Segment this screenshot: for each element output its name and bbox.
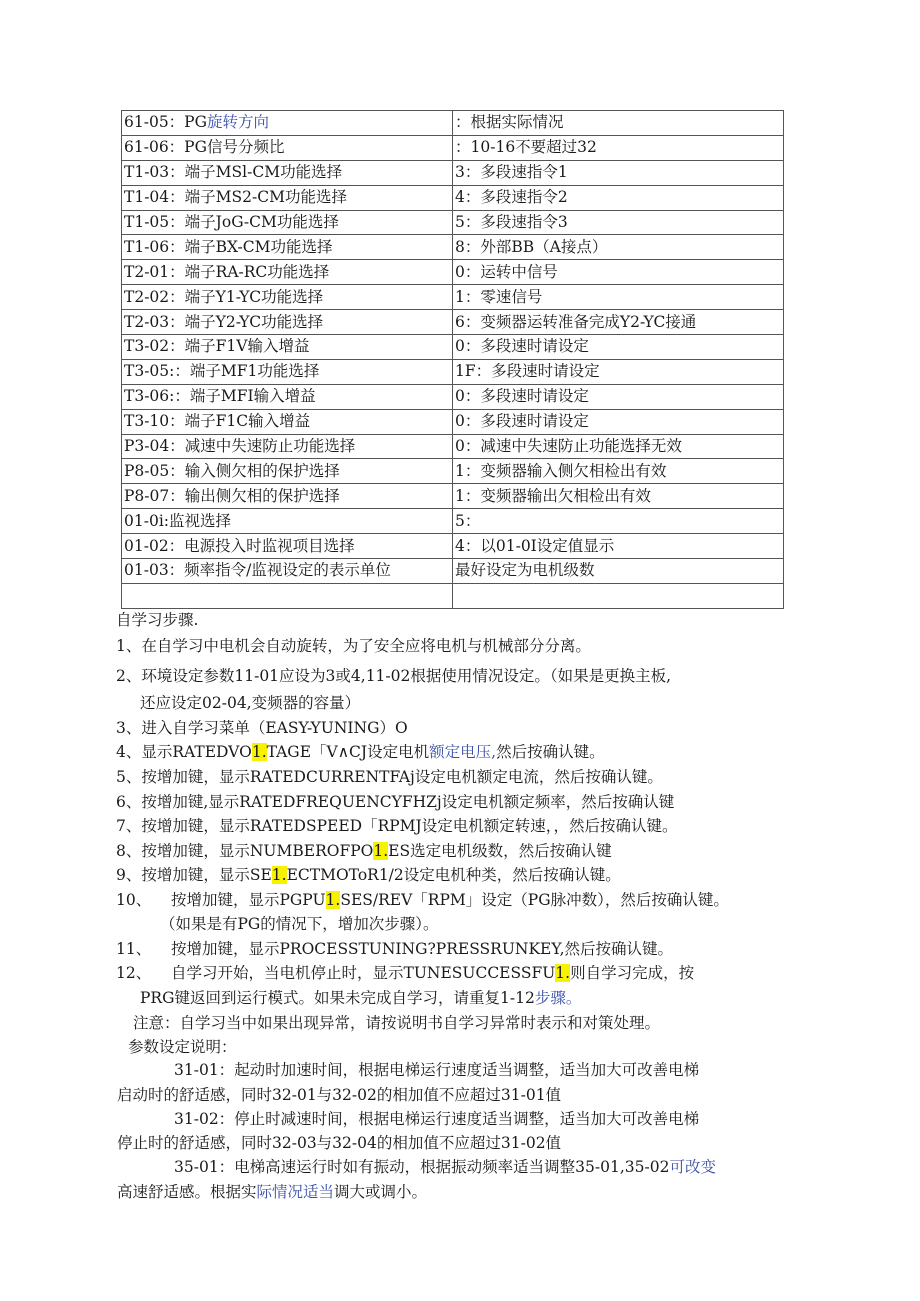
- param-code-cell: T2-02：端子Y1-YC功能选择: [122, 285, 453, 310]
- step-4: 4、显示RATEDVO1.TAGE「V∧CJ设定电机额定电压,然后按确认键。: [116, 743, 605, 761]
- param-value-cell: 5：: [453, 509, 784, 534]
- step-2: 2、环境设定参数11-01应设为3或4,11-02根据使用情况设定。（如果是更换主板,: [116, 667, 672, 685]
- table-row: [122, 235, 784, 260]
- param-code-cell: 61-05：PG旋转方向: [122, 111, 453, 136]
- param-value-cell: 5：多段速指令3: [453, 210, 784, 235]
- param-note-31-01-cont: 启动时的舒适感，同时32-01与32-02的相加值不应超过31-01值: [117, 1086, 562, 1104]
- table-row: [122, 135, 784, 160]
- table-row: [122, 534, 784, 559]
- rated-voltage-link: 额定电压,: [429, 743, 497, 761]
- param-note-31-02: 31-02：停止时减速时间，根据电梯运行速度适当调整，适当加大可改善电梯: [174, 1110, 700, 1128]
- step-8: 8、按增加键，显示NUMBEROFPO1.ES选定电机级数，然后按确认键: [116, 842, 612, 860]
- param-value-cell: 最好设定为电机级数: [453, 559, 784, 584]
- highlight-mark: 1.: [373, 842, 389, 860]
- param-value-cell: 3：多段速指令1: [453, 160, 784, 185]
- step-9: 9、按增加键，显示SE1.ECTMOToR1/2设定电机种类，然后按确认键。: [116, 866, 621, 884]
- rotation-direction-link: 旋转方向: [207, 113, 270, 132]
- table-row: [122, 459, 784, 484]
- table-row: [122, 409, 784, 434]
- param-code-cell: T1-05：端子JoG-CM功能选择: [122, 210, 453, 235]
- param-code-cell: T2-01：端子RA-RC功能选择: [122, 260, 453, 285]
- table-row: [122, 359, 784, 384]
- param-value-cell: 1：变频器输出欠相检出有效: [453, 484, 784, 509]
- param-code-cell: T1-03：端子MSl-CM功能选择: [122, 160, 453, 185]
- param-value-cell: ：10-16不要超过32: [453, 135, 784, 160]
- param-value-cell: 0：运转中信号: [453, 260, 784, 285]
- step-7: 7、按增加键，显示RATEDSPEED「RPMJ设定电机额定转速，，然后按确认键。: [116, 817, 678, 835]
- self-learning-note: 注意：自学习当中如果出现异常，请按说明书自学习异常时表示和对策处理。: [133, 1014, 661, 1032]
- param-code-cell: T3-02：端子F1V输入增益: [122, 335, 453, 360]
- param-code-cell: T3-10：端子F1C输入增益: [122, 409, 453, 434]
- highlight-mark: 1.: [325, 891, 341, 909]
- param-code-cell: [122, 583, 453, 608]
- step-1: 1、在自学习中电机会自动旋转，为了安全应将电机与机械部分分离。: [116, 637, 591, 655]
- param-value-cell: ：根据实际情况: [453, 111, 784, 136]
- param-code-cell: T1-04：端子MS2-CM功能选择: [122, 185, 453, 210]
- param-code-cell: 01-02：电源投入时监视项目选择: [122, 534, 453, 559]
- table-row: [122, 335, 784, 360]
- parameter-table: [121, 110, 784, 609]
- step-11: 按增加键，显示PROCESSTUNING?PRESSRUNKEY,然后按确认键。: [171, 940, 674, 958]
- table-row: [122, 484, 784, 509]
- param-code-cell: P8-05：输入侧欠相的保护选择: [122, 459, 453, 484]
- param-value-cell: 0：多段速时请设定: [453, 335, 784, 360]
- step-12-cont: PRG键返回到运行模式。如果未完成自学习，请重复1-12步骤。: [140, 989, 582, 1007]
- param-code-cell: T2-03：端子Y2-YC功能选择: [122, 310, 453, 335]
- param-value-cell: 4：多段速指令2: [453, 185, 784, 210]
- highlight-mark: 1.: [251, 743, 267, 761]
- step-10-note: （如果是有PG的情况下，增加次步骤）。: [160, 915, 439, 933]
- table-row: [122, 160, 784, 185]
- table-row: [122, 111, 784, 136]
- table-row: [122, 210, 784, 235]
- param-code-cell: T3-06:：端子MFI输入增益: [122, 384, 453, 409]
- param-code-cell: 01-0i:监视选择: [122, 509, 453, 534]
- param-note-35-01: 35-01：电梯高速运行时如有振动，根据振动频率适当调整35-01,35-02可改变: [174, 1158, 716, 1176]
- param-value-cell: 8：外部BB（A接点）: [453, 235, 784, 260]
- param-value-cell: 0：减速中失速防止功能选择无效: [453, 434, 784, 459]
- table-row: [122, 310, 784, 335]
- step-3: 3、进入自学习菜单（EASY-YUNING）O: [116, 719, 408, 737]
- table-row: [122, 509, 784, 534]
- table-row: [122, 384, 784, 409]
- step-12-num: 12、: [116, 964, 152, 982]
- highlight-mark: 1.: [271, 866, 287, 884]
- param-value-cell: 0：多段速时请设定: [453, 384, 784, 409]
- param-code-cell: T3-05:：端子MF1功能选择: [122, 359, 453, 384]
- param-code-cell: P3-04：减速中失速防止功能选择: [122, 434, 453, 459]
- step-12: 自学习开始，当电机停止时，显示TUNESUCCESSFU1.则自学习完成，按: [171, 964, 695, 982]
- param-note-31-01: 31-01：起动时加速时间，根据电梯运行速度适当调整，适当加大可改善电梯: [174, 1061, 700, 1079]
- table-row: [122, 434, 784, 459]
- param-code-cell: P8-07：输出侧欠相的保护选择: [122, 484, 453, 509]
- param-code-cell: 61-06：PG信号分频比: [122, 135, 453, 160]
- step-2-cont: 还应设定02-04,变频器的容量）: [140, 694, 361, 712]
- step-10-num: 10、: [116, 891, 152, 909]
- param-value-cell: 1F：多段速时请设定: [453, 359, 784, 384]
- param-note-35-01-cont: 高速舒适感。根据实际情况适当调大或调小。: [117, 1183, 428, 1201]
- table-row: [122, 185, 784, 210]
- table-row: [122, 260, 784, 285]
- table-row: [122, 583, 784, 608]
- param-value-cell: [453, 583, 784, 608]
- step-5: 5、按增加键，显示RATEDCURRENTFAj设定电机额定电流，然后按确认键。: [116, 768, 663, 786]
- param-code-cell: 01-03：频率指令/监视设定的表示单位: [122, 559, 453, 584]
- param-value-cell: 6：变频器运转准备完成Y2-YC接通: [453, 310, 784, 335]
- highlight-mark: 1.: [555, 964, 571, 982]
- table-row: [122, 285, 784, 310]
- param-value-cell: 4：以01-0I设定值显示: [453, 534, 784, 559]
- param-value-cell: 1：变频器输入侧欠相检出有效: [453, 459, 784, 484]
- step-6: 6、按增加键,显示RATEDFREQUENCYFHZj设定电机额定频率，然后按确认键: [116, 793, 675, 811]
- param-note-31-02-cont: 停止时的舒适感，同时32-03与32-04的相加值不应超过31-02值: [117, 1134, 562, 1152]
- param-value-cell: 1：零速信号: [453, 285, 784, 310]
- table-row: [122, 559, 784, 584]
- step-11-num: 11、: [116, 940, 152, 958]
- steps-link: 步骤。: [534, 989, 582, 1007]
- param-code-cell: T1-06：端子BX-CM功能选择: [122, 235, 453, 260]
- param-notes-heading: 参数设定说明：: [128, 1038, 237, 1056]
- step-10: 按增加键，显示PGPU1.SES/REV「RPM」设定（PG脉冲数），然后按确认键。: [171, 891, 729, 909]
- param-value-cell: 0：多段速时请设定: [453, 409, 784, 434]
- self-learning-heading: 自学习步骤.: [116, 611, 199, 629]
